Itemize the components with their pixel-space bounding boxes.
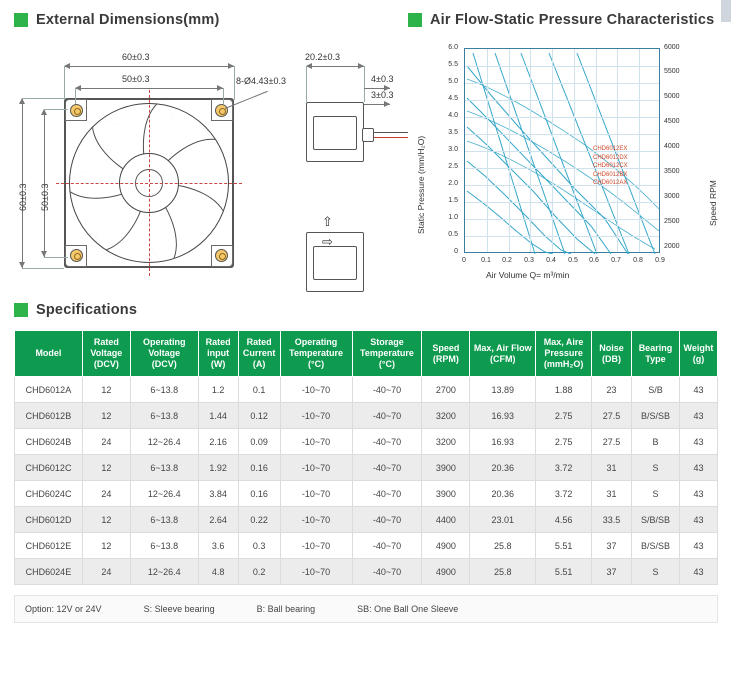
cell-storage-temperature: -40~70 (352, 533, 422, 559)
col-header-storage-temperature: Storage Temperature (°C) (352, 331, 422, 377)
mounting-hole-br (215, 249, 228, 262)
col-header-operating-voltage: Operating Voltage (DCV) (130, 331, 198, 377)
cell-max-air-flow: 20.36 (470, 455, 536, 481)
cell-weight: 43 (679, 533, 717, 559)
y-tick: 2.0 (448, 180, 458, 187)
green-square-icon (14, 13, 28, 27)
mounting-hole-bl (70, 249, 83, 262)
cell-model: CHD6024E (15, 559, 83, 585)
cell-rated-current: 0.16 (238, 481, 280, 507)
cell-operating-temperature: -10~70 (280, 403, 352, 429)
y2-tick: 4500 (664, 118, 680, 125)
y2-tick: 4000 (664, 143, 680, 150)
cell-bearing-type: B/S/SB (631, 533, 679, 559)
cell-max-air-flow: 23.01 (470, 507, 536, 533)
cell-weight: 43 (679, 481, 717, 507)
cell-weight: 43 (679, 377, 717, 403)
table-row (15, 481, 718, 507)
cell-max-air-pressure: 5.51 (536, 533, 592, 559)
cell-operating-voltage: 6~13.8 (130, 507, 198, 533)
cell-operating-temperature: -10~70 (280, 533, 352, 559)
cell-operating-voltage: 6~13.8 (130, 377, 198, 403)
table-row (15, 377, 718, 403)
cell-speed: 4400 (422, 507, 470, 533)
cell-noise: 37 (592, 533, 632, 559)
y2-tick: 6000 (664, 44, 680, 51)
page-corner-tab (721, 0, 731, 22)
cell-model: CHD6024C (15, 481, 83, 507)
cell-rated-voltage: 12 (82, 403, 130, 429)
col-header-model: Model (15, 331, 83, 377)
table-row (15, 559, 718, 585)
note-ball: B: Ball bearing (256, 604, 316, 614)
note-option: Option: 12V or 24V (25, 604, 102, 614)
extline (234, 66, 235, 100)
y2-tick: 5000 (664, 93, 680, 100)
col-header-max-air-flow: Max, Air Flow (CFM) (470, 331, 536, 377)
cell-max-air-pressure: 5.51 (536, 559, 592, 585)
x-tick: 0.9 (655, 257, 665, 264)
cell-model: CHD6012E (15, 533, 83, 559)
cell-weight: 43 (679, 559, 717, 585)
cell-max-air-pressure: 3.72 (536, 481, 592, 507)
cell-max-air-pressure: 4.56 (536, 507, 592, 533)
table-row (15, 429, 718, 455)
cell-max-air-pressure: 2.75 (536, 429, 592, 455)
cell-bearing-type: S/B/SB (631, 507, 679, 533)
mounting-hole-tr (215, 104, 228, 117)
note-sleeve: S: Sleeve bearing (143, 604, 215, 614)
y2-tick: 5500 (664, 68, 680, 75)
col-header-bearing-type: Bearing Type (631, 331, 679, 377)
table-row (15, 533, 718, 559)
cell-storage-temperature: -40~70 (352, 403, 422, 429)
airflow-chart (408, 38, 720, 286)
cell-bearing-type: S (631, 481, 679, 507)
dim-label-50-left: 50±0.3 (40, 183, 50, 211)
y-tick: 1.5 (448, 197, 458, 204)
cell-max-air-flow: 25.8 (470, 559, 536, 585)
cell-operating-voltage: 12~26.4 (130, 429, 198, 455)
cell-rated-input: 3.6 (198, 533, 238, 559)
cell-storage-temperature: -40~70 (352, 429, 422, 455)
table-row (15, 403, 718, 429)
dimline-60-top (64, 66, 234, 67)
chart-plot-area (464, 48, 660, 253)
y-tick: 2.5 (448, 163, 458, 170)
cell-operating-voltage: 6~13.8 (130, 455, 198, 481)
cell-speed: 2700 (422, 377, 470, 403)
y-tick: 4.0 (448, 112, 458, 119)
dim-label-60-top: 60±0.3 (122, 52, 150, 62)
cell-noise: 23 (592, 377, 632, 403)
dim-label-holes: 8-Ø4.43±0.3 (236, 76, 286, 86)
cell-max-air-flow: 13.89 (470, 377, 536, 403)
dimarrow (384, 101, 390, 107)
cell-noise: 31 (592, 455, 632, 481)
cell-noise: 33.5 (592, 507, 632, 533)
dim-label-50-top: 50±0.3 (122, 74, 150, 84)
chart-legend (593, 145, 628, 188)
centerline-vertical (149, 90, 150, 276)
legend-item: CHD6012EX (593, 146, 628, 152)
cell-operating-temperature: -10~70 (280, 429, 352, 455)
mounting-hole-tl (70, 104, 83, 117)
cell-operating-temperature: -10~70 (280, 559, 352, 585)
extline (364, 66, 365, 102)
cell-bearing-type: S (631, 455, 679, 481)
section-header-dimensions (14, 12, 219, 28)
x-tick: 0 (462, 257, 466, 264)
cell-storage-temperature: -40~70 (352, 559, 422, 585)
table-footnotes (14, 595, 718, 623)
col-header-operating-temperature: Operating Temperature (°C) (280, 331, 352, 377)
cell-rated-voltage: 12 (82, 377, 130, 403)
cell-model: CHD6012A (15, 377, 83, 403)
dimline-50-top (75, 88, 223, 89)
cell-rated-voltage: 24 (82, 559, 130, 585)
x-tick: 0.2 (502, 257, 512, 264)
cell-rated-input: 2.16 (198, 429, 238, 455)
extline (44, 109, 68, 110)
cell-speed: 4900 (422, 533, 470, 559)
x-tick: 0.7 (611, 257, 621, 264)
cell-storage-temperature: -40~70 (352, 377, 422, 403)
dimline-depth (306, 66, 364, 67)
y-tick: 3.0 (448, 146, 458, 153)
x-tick: 0.1 (481, 257, 491, 264)
extline (223, 88, 224, 104)
cell-rated-current: 0.2 (238, 559, 280, 585)
x-tick: 0.8 (633, 257, 643, 264)
cell-weight: 43 (679, 507, 717, 533)
chart-ylabel: Static Pressure (mm/H₂O) (416, 135, 426, 234)
y2-tick: 2500 (664, 218, 680, 225)
cell-max-air-pressure: 3.72 (536, 455, 592, 481)
specifications-table-wrap (14, 330, 718, 623)
section-header-airflow (408, 12, 714, 28)
green-square-icon (14, 303, 28, 317)
cell-rated-input: 4.8 (198, 559, 238, 585)
y-tick: 5.5 (448, 61, 458, 68)
cell-model: CHD6012B (15, 403, 83, 429)
col-header-rated-current: Rated Current (A) (238, 331, 280, 377)
cell-bearing-type: B/S/SB (631, 403, 679, 429)
cell-model: CHD6024B (15, 429, 83, 455)
cell-rated-input: 2.64 (198, 507, 238, 533)
cell-rated-voltage: 24 (82, 481, 130, 507)
side-view-lower-inner (313, 246, 357, 280)
cell-max-air-flow: 16.93 (470, 403, 536, 429)
legend-item: CHD6012CX (593, 163, 628, 169)
cell-bearing-type: B (631, 429, 679, 455)
cell-operating-voltage: 12~26.4 (130, 559, 198, 585)
dim-label-3: 3±0.3 (371, 90, 394, 100)
section-title-dimensions: External Dimensions(mm) (36, 12, 220, 28)
cell-max-air-flow: 20.36 (470, 481, 536, 507)
cell-operating-temperature: -10~70 (280, 507, 352, 533)
airflow-arrow-right-icon: ⇨ (322, 234, 333, 249)
cell-rated-input: 1.2 (198, 377, 238, 403)
cell-max-air-flow: 16.93 (470, 429, 536, 455)
cell-rated-current: 0.22 (238, 507, 280, 533)
x-tick: 0.6 (589, 257, 599, 264)
y-tick: 0 (454, 248, 458, 255)
legend-item: CHD6012BX (593, 171, 628, 178)
col-header-rated-voltage: Rated Voltage (DCV) (82, 331, 130, 377)
cell-weight: 43 (679, 455, 717, 481)
cell-rated-input: 1.44 (198, 403, 238, 429)
extline (22, 98, 64, 99)
cell-rated-input: 1.92 (198, 455, 238, 481)
extline (22, 268, 64, 269)
cell-rated-current: 0.1 (238, 377, 280, 403)
section-title-specifications: Specifications (36, 302, 138, 318)
y-tick: 6.0 (448, 44, 458, 51)
section-header-specifications (14, 302, 137, 318)
table-header-row (15, 331, 718, 377)
x-tick: 0.4 (546, 257, 556, 264)
cell-speed: 3900 (422, 455, 470, 481)
y-tick: 5.0 (448, 78, 458, 85)
cell-operating-voltage: 6~13.8 (130, 533, 198, 559)
x-tick: 0.3 (524, 257, 534, 264)
cell-model: CHD6012C (15, 455, 83, 481)
extline (75, 88, 76, 104)
cell-operating-voltage: 12~26.4 (130, 481, 198, 507)
cell-rated-voltage: 12 (82, 507, 130, 533)
col-header-max-air-pressure: Max, Aire Pressure (mmH₂O) (536, 331, 592, 377)
cell-speed: 3200 (422, 403, 470, 429)
cell-operating-temperature: -10~70 (280, 481, 352, 507)
cell-bearing-type: S/B (631, 377, 679, 403)
chart-xlabel: Air Volume Q= m³/min (486, 270, 570, 280)
dim-label-60-left: 60±0.3 (18, 183, 28, 211)
y2-tick: 2000 (664, 243, 680, 250)
cell-operating-temperature: -10~70 (280, 377, 352, 403)
external-dimensions-drawing (0, 36, 400, 286)
cell-speed: 3200 (422, 429, 470, 455)
cell-noise: 37 (592, 559, 632, 585)
cell-rated-current: 0.16 (238, 455, 280, 481)
table-row (15, 507, 718, 533)
cell-max-air-pressure: 2.75 (536, 403, 592, 429)
col-header-noise: Noise (DB) (592, 331, 632, 377)
cell-model: CHD6012D (15, 507, 83, 533)
cell-weight: 43 (679, 403, 717, 429)
y-tick: 1.0 (448, 214, 458, 221)
cell-noise: 31 (592, 481, 632, 507)
cell-rated-voltage: 12 (82, 533, 130, 559)
cell-max-air-pressure: 1.88 (536, 377, 592, 403)
cell-operating-temperature: -10~70 (280, 455, 352, 481)
cell-rated-voltage: 24 (82, 429, 130, 455)
cell-storage-temperature: -40~70 (352, 481, 422, 507)
airflow-arrow-up-icon: ⇧ (322, 214, 333, 229)
table-body (15, 377, 718, 585)
side-view-upper-inner (313, 116, 357, 150)
table-row (15, 455, 718, 481)
cell-rated-voltage: 12 (82, 455, 130, 481)
cell-noise: 27.5 (592, 429, 632, 455)
legend-item: CHD6012DX (593, 154, 628, 161)
y2-tick: 3500 (664, 168, 680, 175)
dim-label-depth: 20.2±0.3 (305, 52, 340, 62)
note-sb: SB: One Ball One Sleeve (357, 604, 459, 614)
cell-max-air-flow: 25.8 (470, 533, 536, 559)
extline (306, 66, 307, 102)
cell-speed: 4900 (422, 559, 470, 585)
col-header-weight: Weight (g) (679, 331, 717, 377)
cell-weight: 43 (679, 429, 717, 455)
col-header-rated-input: Rated input (W) (198, 331, 238, 377)
y2-tick: 3000 (664, 193, 680, 200)
wire-connector (362, 128, 374, 142)
cell-rated-current: 0.12 (238, 403, 280, 429)
cell-storage-temperature: -40~70 (352, 507, 422, 533)
extline (64, 66, 65, 100)
legend-item: CHD6012AX (593, 180, 628, 186)
cell-noise: 27.5 (592, 403, 632, 429)
cell-bearing-type: S (631, 559, 679, 585)
y-tick: 0.5 (448, 231, 458, 238)
cell-rated-input: 3.84 (198, 481, 238, 507)
y-tick: 3.5 (448, 129, 458, 136)
cell-rated-current: 0.09 (238, 429, 280, 455)
cell-speed: 3900 (422, 481, 470, 507)
section-title-airflow: Air Flow-Static Pressure Characteristics (430, 12, 715, 28)
green-square-icon (408, 13, 422, 27)
dim-label-4: 4±0.3 (371, 74, 394, 84)
x-tick: 0.5 (568, 257, 578, 264)
cell-operating-voltage: 6~13.8 (130, 403, 198, 429)
chart-y2label: Speed RPM (708, 180, 718, 226)
cell-rated-current: 0.3 (238, 533, 280, 559)
y-tick: 4.5 (448, 95, 458, 102)
specifications-table (14, 330, 718, 585)
col-header-speed: Speed (RPM) (422, 331, 470, 377)
cell-storage-temperature: -40~70 (352, 455, 422, 481)
extline (44, 257, 68, 258)
